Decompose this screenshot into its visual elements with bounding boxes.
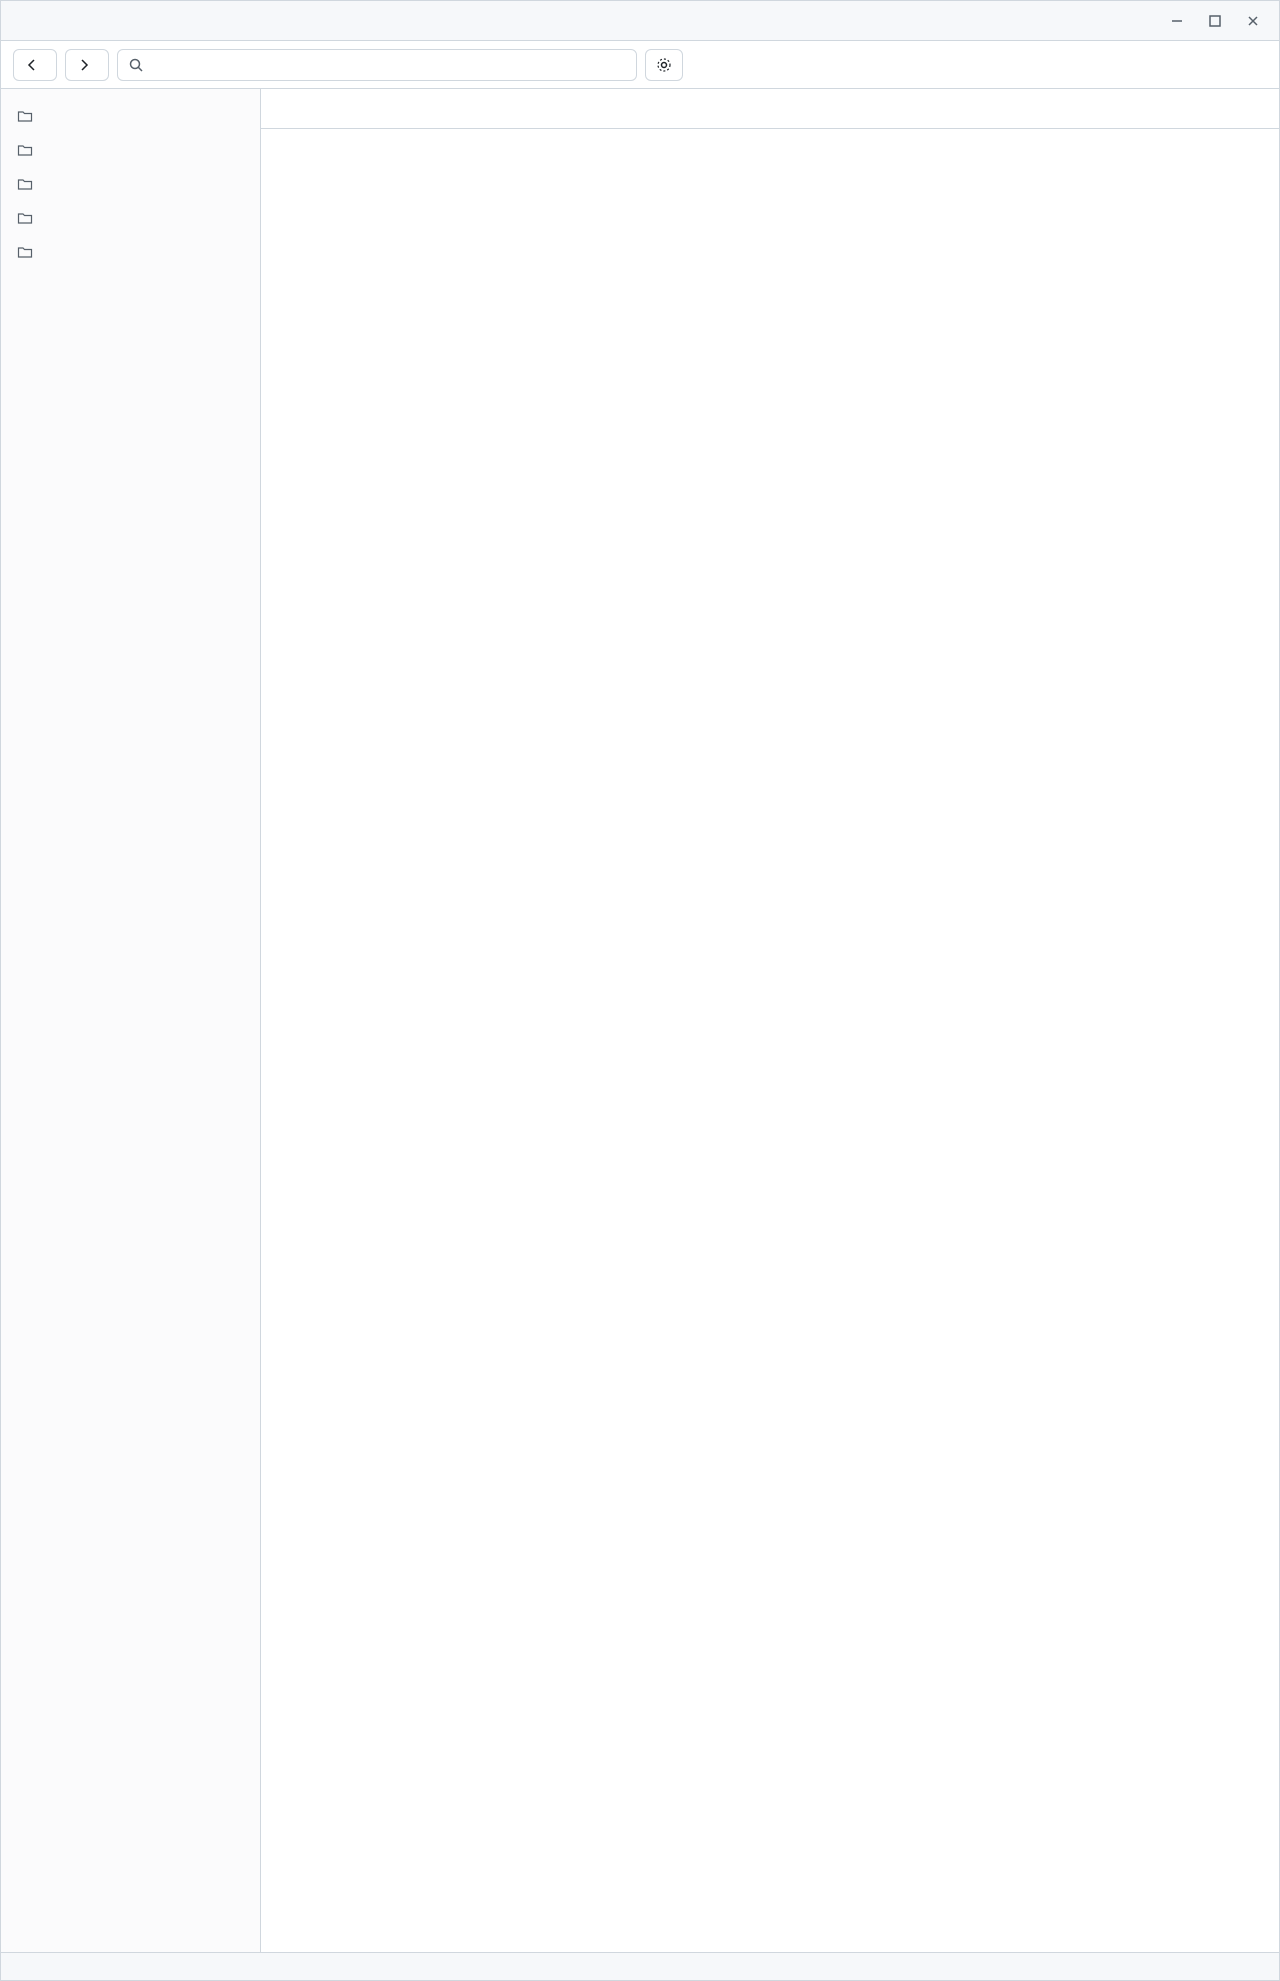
folder-icon [17,142,33,158]
arrow-left-icon [24,57,40,73]
sidebar-item[interactable] [1,201,260,235]
maximize-button[interactable] [1201,9,1229,33]
sidebar-item[interactable] [1,167,260,201]
title-bar [1,1,1279,41]
search-input[interactable] [150,57,626,72]
forward-button[interactable] [65,49,109,81]
close-icon [1245,13,1261,29]
status-bar [1,1952,1279,1980]
tab-2[interactable] [305,96,335,128]
folder-icon [17,244,33,260]
back-button[interactable] [13,49,57,81]
settings-button[interactable] [645,49,683,81]
minimize-icon [1169,13,1185,29]
minimize-button[interactable] [1163,9,1191,33]
sidebar-item[interactable] [1,99,260,133]
tab-bar [261,89,1279,129]
arrow-right-icon [76,57,92,73]
search-icon [128,57,144,73]
search-box[interactable] [117,49,637,81]
folder-icon [17,176,33,192]
main-panel [261,89,1279,1952]
toolbar [1,41,1279,89]
folder-icon [17,108,33,124]
sidebar-item[interactable] [1,133,260,167]
sidebar [1,89,261,1952]
content-area [261,129,1279,1952]
sidebar-item[interactable] [1,235,260,269]
app-body [1,89,1279,1952]
maximize-icon [1207,13,1223,29]
gear-icon [656,57,672,73]
tab-1[interactable] [273,96,303,128]
close-button[interactable] [1239,9,1267,33]
folder-icon [17,210,33,226]
page-title [281,149,1259,177]
